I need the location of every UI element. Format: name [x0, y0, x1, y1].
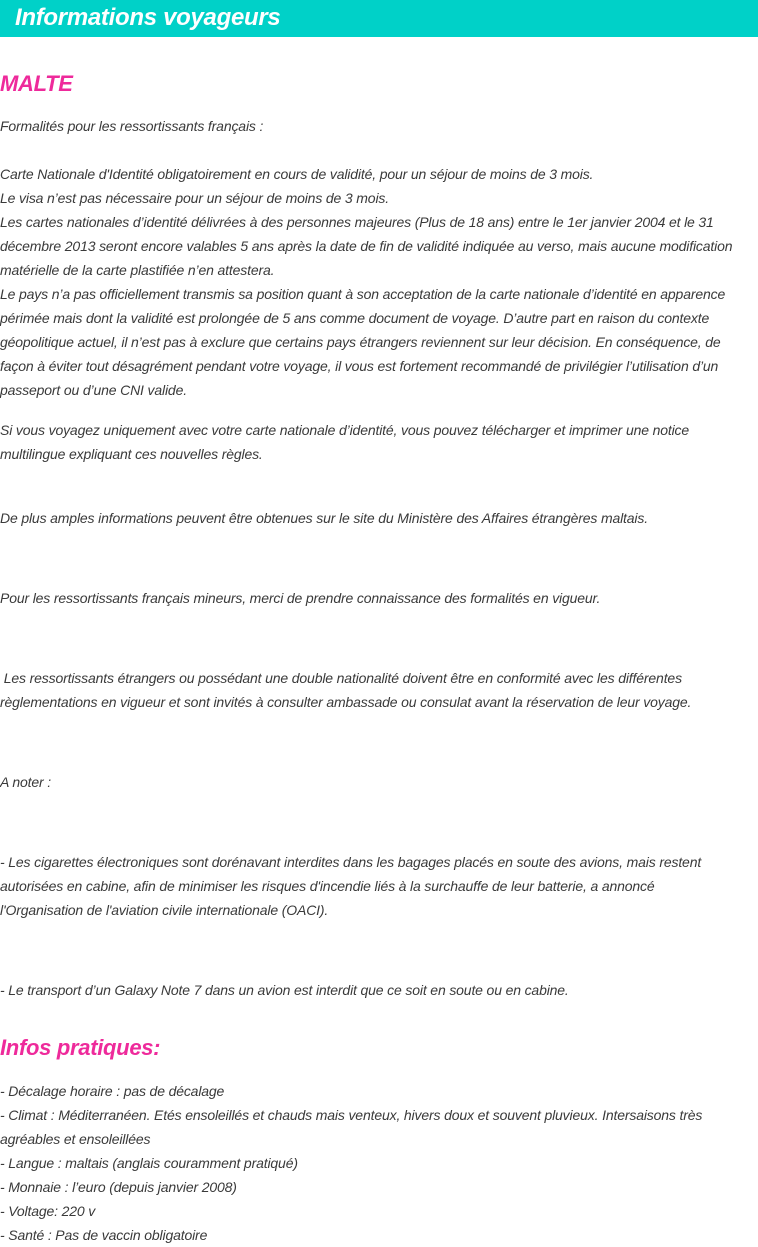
text-line: passeport ou d’une CNI valide. [0, 382, 187, 398]
practical-list [0, 1079, 758, 1247]
formalities-block [0, 162, 758, 402]
text-line: - Les cigarettes électroniques sont dorénavant interdites dans les bagages placés en soute des avions, mais restent [0, 854, 702, 870]
notice-paragraph [0, 418, 758, 466]
text-line: Les ressortissants étrangers ou possédant une double nationalité doivent être en conformité avec les différentes [0, 670, 682, 686]
list-item: agréables et ensoleillées [0, 1131, 151, 1147]
practical-heading: Infos pratiques: [0, 1035, 161, 1060]
foreigners-paragraph [0, 666, 758, 714]
text-line: règlementations en vigueur et sont invités à consulter ambassade ou consulat avant la réservation de leur voyage. [0, 694, 692, 710]
text-line: Si vous voyagez uniquement avec votre carte nationale d’identité, vous pouvez télécharger et imprimer une notice [0, 422, 690, 438]
text-line: façon à éviter tout désagrément pendant votre voyage, il vous est fortement recommandé de privilégier l’utilisation d’un [0, 358, 719, 374]
formalities-intro: Formalités pour les ressortissants français : [0, 118, 264, 134]
galaxy-paragraph: - Le transport d’un Galaxy Note 7 dans un avion est interdit que ce soit en soute ou en cabine. [0, 982, 569, 998]
list-item: - Monnaie : l’euro (depuis janvier 2008) [0, 1179, 237, 1195]
page-title: Informations voyageurs [15, 4, 281, 31]
header-bar [0, 0, 758, 37]
text-line: Le pays n’a pas officiellement transmis sa position quant à son acceptation de la carte nationale d’identité en apparence [0, 286, 726, 302]
note-label: A noter : [0, 774, 52, 790]
list-item: - Langue : maltais (anglais couramment pratiqué) [0, 1155, 298, 1171]
text-line: Le visa n’est pas nécessaire pour un séjour de moins de 3 mois. [0, 190, 389, 206]
country-heading: MALTE [0, 71, 73, 96]
text-line: matérielle de la carte plastifiée n’en attestera. [0, 262, 275, 278]
text-line: l'Organisation de l'aviation civile internationale (OACI). [0, 902, 329, 918]
list-item: - Climat : Méditerranéen. Etés ensoleillés et chauds mais venteux, hivers doux et souvent pluvieux. Intersaisons très [0, 1107, 703, 1123]
text-line: multilingue expliquant ces nouvelles règles. [0, 446, 263, 462]
list-item: - Décalage horaire : pas de décalage [0, 1083, 225, 1099]
text-line: Carte Nationale d'Identité obligatoirement en cours de validité, pour un séjour de moins de 3 mois. [0, 166, 594, 182]
text-line: décembre 2013 seront encore valables 5 ans après la date de fin de validité indiquée au verso, mais aucune modification [0, 238, 733, 254]
minors-paragraph: Pour les ressortissants français mineurs, merci de prendre connaissance des formalités en vigueur. [0, 590, 601, 606]
ministry-paragraph: De plus amples informations peuvent être obtenues sur le site du Ministère des Affaires étrangères maltais. [0, 510, 648, 526]
list-item: - Santé : Pas de vaccin obligatoire [0, 1227, 208, 1243]
list-item: - Voltage: 220 v [0, 1203, 96, 1219]
ecig-paragraph [0, 850, 758, 922]
text-line: autorisées en cabine, afin de minimiser les risques d'incendie liés à la surchauffe de leur batterie, a annoncé [0, 878, 655, 894]
text-line: géopolitique actuel, il n’est pas à exclure que certains pays étrangers reviennent sur leur décision. En conséquence, de [0, 334, 721, 350]
text-line: Les cartes nationales d’identité délivrées à des personnes majeures (Plus de 18 ans) entre le 1er janvier 2004 et le 31 [0, 214, 714, 230]
text-line: périmée mais dont la validité est prolongée de 5 ans comme document de voyage. D’autre part en raison du contexte [0, 310, 710, 326]
